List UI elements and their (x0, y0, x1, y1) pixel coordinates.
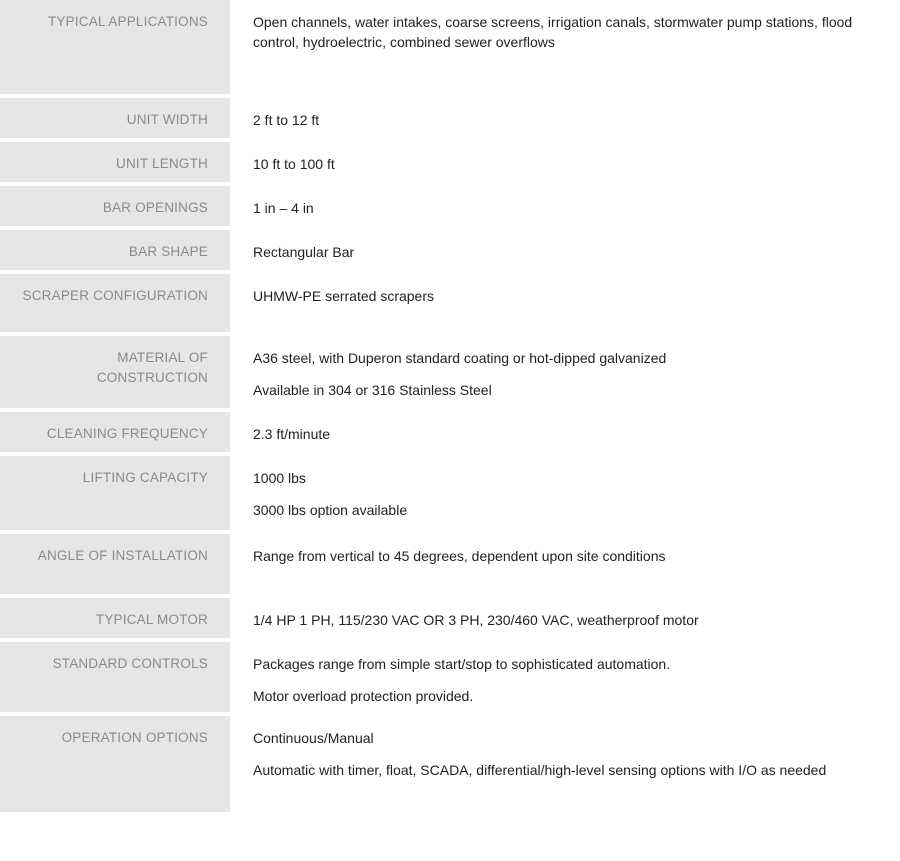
spec-label: OPERATION OPTIONS (0, 716, 230, 812)
spec-value (230, 716, 900, 812)
spec-row-material-of-construction (0, 336, 900, 412)
spec-value-line: Rectangular Bar (253, 244, 355, 260)
spec-value-line: Automatic with timer, float, SCADA, differential/high-level sensing options with I/O as needed (253, 762, 827, 778)
spec-value-line: 1/4 HP 1 PH, 115/230 VAC OR 3 PH, 230/460 VAC, weatherproof motor (253, 612, 699, 628)
spec-value-line: Available in 304 or 316 Stainless Steel (253, 382, 492, 398)
spec-value-line: Range from vertical to 45 degrees, dependent upon site conditions (253, 548, 666, 564)
spec-value (230, 186, 900, 226)
spec-label: ANGLE OF INSTALLATION (0, 534, 230, 594)
spec-row-lifting-capacity (0, 456, 900, 534)
spec-value-line: A36 steel, with Duperon standard coating or hot-dipped galvanized (253, 350, 667, 366)
spec-row-scraper-configuration (0, 274, 900, 336)
spec-label: MATERIAL OF CONSTRUCTION (0, 336, 230, 408)
spec-label: LIFTING CAPACITY (0, 456, 230, 530)
spec-row-unit-width (0, 98, 900, 142)
spec-value (230, 598, 900, 638)
spec-value (230, 412, 900, 452)
spec-value (230, 274, 900, 332)
spec-label: TYPICAL MOTOR (0, 598, 230, 638)
spec-label: BAR SHAPE (0, 230, 230, 270)
spec-row-cleaning-frequency (0, 412, 900, 456)
spec-value (230, 142, 900, 182)
spec-value (230, 534, 900, 594)
spec-label: UNIT WIDTH (0, 98, 230, 138)
spec-value (230, 336, 900, 408)
spec-row-standard-controls (0, 642, 900, 716)
spec-row-operation-options (0, 716, 900, 816)
spec-row-bar-openings (0, 186, 900, 230)
spec-row-unit-length (0, 142, 900, 186)
spec-label: SCRAPER CONFIGURATION (0, 274, 230, 332)
spec-value (230, 0, 900, 94)
spec-value (230, 456, 900, 530)
spec-value-line: 2.3 ft/minute (253, 426, 331, 442)
spec-value-line: Packages range from simple start/stop to sophisticated automation. (253, 656, 671, 672)
spec-row-typical-applications (0, 0, 900, 98)
spec-row-bar-shape (0, 230, 900, 274)
spec-value-line: UHMW-PE serrated scrapers (253, 288, 435, 304)
spec-label: STANDARD CONTROLS (0, 642, 230, 712)
spec-label: TYPICAL APPLICATIONS (0, 0, 230, 94)
spec-value (230, 230, 900, 270)
spec-value-line: 2 ft to 12 ft (253, 112, 320, 128)
spec-value (230, 642, 900, 712)
spec-label: BAR OPENINGS (0, 186, 230, 226)
spec-value-line: 3000 lbs option available (253, 502, 408, 518)
spec-row-typical-motor (0, 598, 900, 642)
spec-row-angle-of-installation (0, 534, 900, 598)
spec-value (230, 98, 900, 138)
spec-value-line: 1 in – 4 in (253, 200, 314, 216)
spec-value-line: Open channels, water intakes, coarse screens, irrigation canals, stormwater pump stations, flood control, hydroelectric, combined sewer overflows (253, 14, 853, 50)
spec-value-line: Motor overload protection provided. (253, 688, 474, 704)
spec-value-line: 1000 lbs (253, 470, 306, 486)
spec-label: CLEANING FREQUENCY (0, 412, 230, 452)
spec-value-line: 10 ft to 100 ft (253, 156, 335, 172)
spec-label: UNIT LENGTH (0, 142, 230, 182)
spec-value-line: Continuous/Manual (253, 730, 374, 746)
